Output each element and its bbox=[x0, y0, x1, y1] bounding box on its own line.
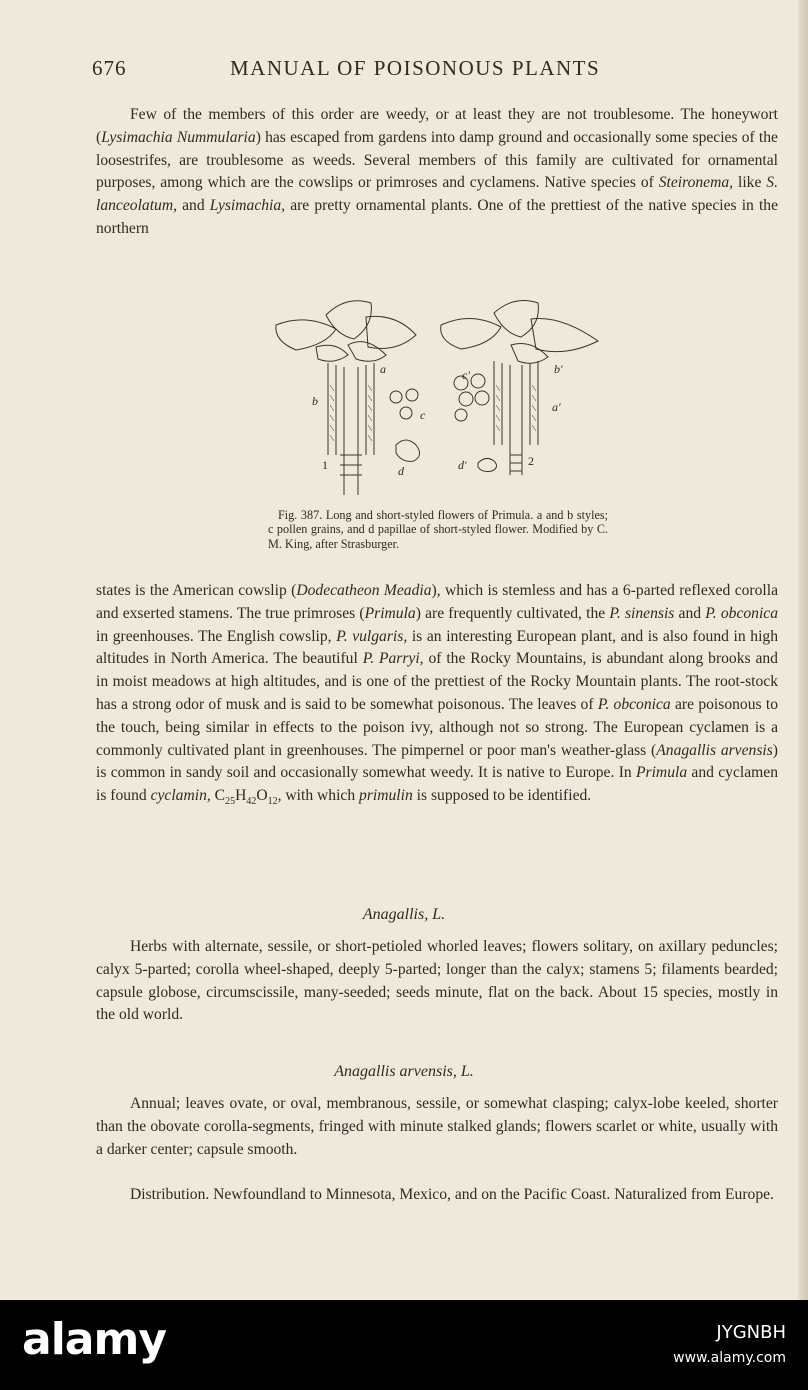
paragraph-2-segment-16: ) is common in sandy soil and occasionally somewhat weedy. It is native to Europe. In bbox=[96, 741, 778, 782]
paragraph-4: Annual; leaves ovate, or oval, membranous, sessile, or somewhat clasping; calyx-lobe keeled, shorter than the obovate corolla-segments, fringed with minute stalked glands; flowers scarlet or white, usually with a darker center; capsule smooth. bbox=[96, 1095, 778, 1158]
paragraph-2-segment-28: is supposed to be identified. bbox=[412, 787, 592, 805]
label-b: b bbox=[312, 394, 318, 408]
paragraph-2-segment-4: ) are frequently cultivated, the bbox=[415, 604, 610, 622]
paragraph-2-segment-10: is an interesting European plant, and is also found in high altitudes in North America. The beautiful bbox=[96, 627, 779, 668]
paragraph-2-segment-20: C bbox=[210, 787, 226, 805]
paragraph-2-segment-2: ), which is stemless and has a 6-parted reflexed corolla and exserted stamens. The true primroses ( bbox=[96, 582, 779, 622]
paragraph-2-segment-6: and bbox=[674, 604, 706, 622]
paragraph-2-segment-22: H bbox=[235, 787, 247, 805]
paragraph-2-segment-7: P. obconica bbox=[705, 604, 779, 622]
alamy-logo: alamy bbox=[22, 1314, 166, 1365]
paragraph-1 bbox=[96, 104, 778, 241]
paragraph-5: Distribution. Newfoundland to Minnesota, Mexico, and on the Pacific Coast. Naturalized from Europe. bbox=[130, 1186, 774, 1203]
paragraph-1-segment-0: Few of the members of this order are weedy, or at least they are not troublesome. The honeywort ( bbox=[96, 106, 778, 146]
label-c: c bbox=[420, 408, 426, 422]
paragraph-1-segment-8: are pretty ornamental plants. One of the prettiest of the native species in the northern bbox=[96, 197, 778, 237]
paragraph-1-segment-3: Steironema, bbox=[658, 174, 734, 192]
paragraph-1-segment-6: and bbox=[176, 197, 210, 215]
paragraph-2-segment-25: 12 bbox=[267, 796, 278, 808]
image-code: JYGNBH bbox=[716, 1322, 786, 1343]
figure-caption bbox=[268, 508, 608, 551]
label-c-prime: c' bbox=[462, 368, 470, 382]
label-d-prime: d' bbox=[458, 458, 467, 472]
label-d: d bbox=[398, 464, 404, 478]
paragraph-2-segment-26: , with which bbox=[277, 787, 360, 805]
paragraph-2-segment-27: primulin bbox=[359, 787, 413, 805]
paragraph-1-segment-7: Lysimachia, bbox=[209, 197, 286, 215]
paragraph-2-segment-11: P. Parryi, bbox=[362, 650, 424, 668]
label-a: a bbox=[380, 362, 386, 376]
paragraph-2-segment-12: of the Rocky Mountains, is abundant along brooks and in moist meadows at high altitudes, and is one of the prettiest of the Rocky Mountain plants. The root-stock has a strong odor of musk and is said to be somewhat poisonous. The leaves of bbox=[96, 650, 778, 713]
paragraph-1-segment-4: like bbox=[733, 174, 767, 192]
page-edge-shadow bbox=[798, 0, 808, 1300]
paragraph-2-segment-24: O bbox=[256, 787, 268, 805]
paragraph-2-segment-23: 42 bbox=[246, 796, 257, 808]
running-title: MANUAL OF POISONOUS PLANTS bbox=[230, 56, 601, 80]
paragraph-2-segment-15: Anagallis arvensis bbox=[656, 741, 773, 759]
paragraph-2-segment-9: P. vulgaris, bbox=[336, 627, 408, 645]
paragraph-2-segment-14: are poisonous to the touch, being similar in effects to the poison ivy, although not so strong. The European cyclamen is a commonly cultivated plant in greenhouses. The pimpernel or poor man's weather-glass ( bbox=[96, 695, 778, 759]
paragraph-2-segment-18: and cyclamen is found bbox=[96, 764, 778, 805]
paragraph-1-segment-5: S. lanceolatum, bbox=[96, 174, 778, 215]
paragraph-2-segment-17: Primula bbox=[636, 764, 688, 782]
paragraph-1-segment-1: Lysimachia Nummularia bbox=[101, 128, 256, 146]
paragraph-2-segment-5: P. sinensis bbox=[609, 604, 675, 622]
paragraph-3: Herbs with alternate, sessile, or short-petioled whorled leaves; flowers solitary, on axillary peduncles; calyx 5-parted; corolla wheel-shaped, deeply 5-parted; longer than the calyx; stamens 5; filaments bearded; capsule globose, circumscissile, many-seeded; seeds minute, flat on the back. About 15 species, mostly in the old world. bbox=[96, 938, 778, 1024]
label-2: 2 bbox=[528, 454, 534, 468]
paragraph-2-segment-1: Dodecatheon Meadia bbox=[296, 582, 432, 599]
page-number: 676 bbox=[92, 56, 127, 80]
paragraph-2 bbox=[96, 580, 778, 814]
primula-flower-figure bbox=[256, 295, 606, 505]
label-1: 1 bbox=[322, 458, 328, 472]
paragraph-1-segment-2: ) has escaped from gardens into damp ground and occasionally some species of the loosestrifes, are troublesome as weeds. Several members of this family are cultivated for ornamental purposes, among which are the cowslips or primroses and cyclamens. Native species of bbox=[96, 128, 778, 192]
paragraph-2-segment-13: P. obconica bbox=[597, 695, 671, 713]
watermark-url: www.alamy.com bbox=[673, 1350, 786, 1366]
label-b-prime: b' bbox=[554, 362, 563, 376]
label-a-prime: a' bbox=[552, 400, 561, 414]
watermark-banner bbox=[0, 1300, 808, 1390]
species-heading: Anagallis arvensis, L. bbox=[334, 1063, 474, 1080]
paragraph-2-segment-21: 25 bbox=[225, 796, 236, 808]
figure-caption-text: Fig. 387. Long and short-styled flowers of Primula. a and b styles; c pollen grains, and d papillae of short-styled flower. Modified by C. M. King, after Strasburger. bbox=[268, 508, 608, 551]
paragraph-2-segment-3: Primula bbox=[364, 604, 416, 622]
genus-heading: Anagallis, L. bbox=[362, 906, 446, 923]
paragraph-2-segment-19: cyclamin, bbox=[150, 787, 211, 805]
paragraph-2-segment-8: in greenhouses. The English cowslip, bbox=[96, 627, 337, 645]
paragraph-2-segment-0: states is the American cowslip ( bbox=[96, 582, 297, 599]
